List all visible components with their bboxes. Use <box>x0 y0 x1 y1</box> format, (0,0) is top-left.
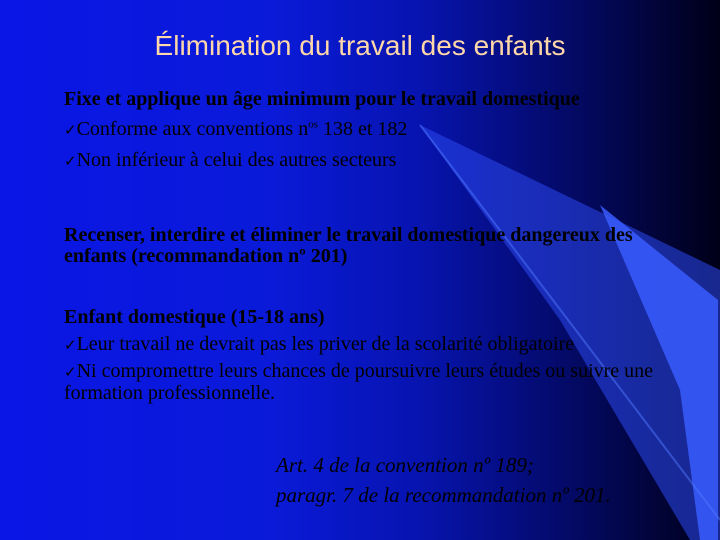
section-heading: Fixe et applique un âge minimum pour le travail domestique <box>64 88 580 110</box>
reference-line: paragr. 7 de la recommandation nº 201. <box>276 483 611 507</box>
checkmark-icon: ✓ <box>64 121 77 139</box>
section-heading: Enfant domestique (15-18 ans) <box>64 306 325 328</box>
section-minimum-age <box>64 89 684 172</box>
bullet-item: ✓Leur travail ne devrait pas les priver de la scolarité obligatoire <box>64 333 575 355</box>
section-heading: Recenser, interdire et éliminer le travail domestique dangereux des enfants (recommandation nº 201) <box>64 224 633 267</box>
checkmark-icon: ✓ <box>64 363 77 381</box>
section-child-domestic <box>64 307 684 404</box>
section-hazardous-work <box>64 225 684 267</box>
bullet-item: ✓Non inférieur à celui des autres secteurs <box>64 149 397 171</box>
slide-title: Élimination du travail des enfants <box>154 30 566 61</box>
bullet-item: ✓Ni compromettre leurs chances de poursuivre leurs études ou suivre une formation professionnelle. <box>64 360 654 404</box>
bullet-item: ✓Conforme aux conventions $n^{os}$ 138 et 182 <box>64 118 408 140</box>
reference-note <box>276 450 611 510</box>
checkmark-icon: ✓ <box>64 336 77 354</box>
reference-line: Art. 4 de la convention nº 189; <box>276 453 534 477</box>
checkmark-icon: ✓ <box>64 152 77 170</box>
